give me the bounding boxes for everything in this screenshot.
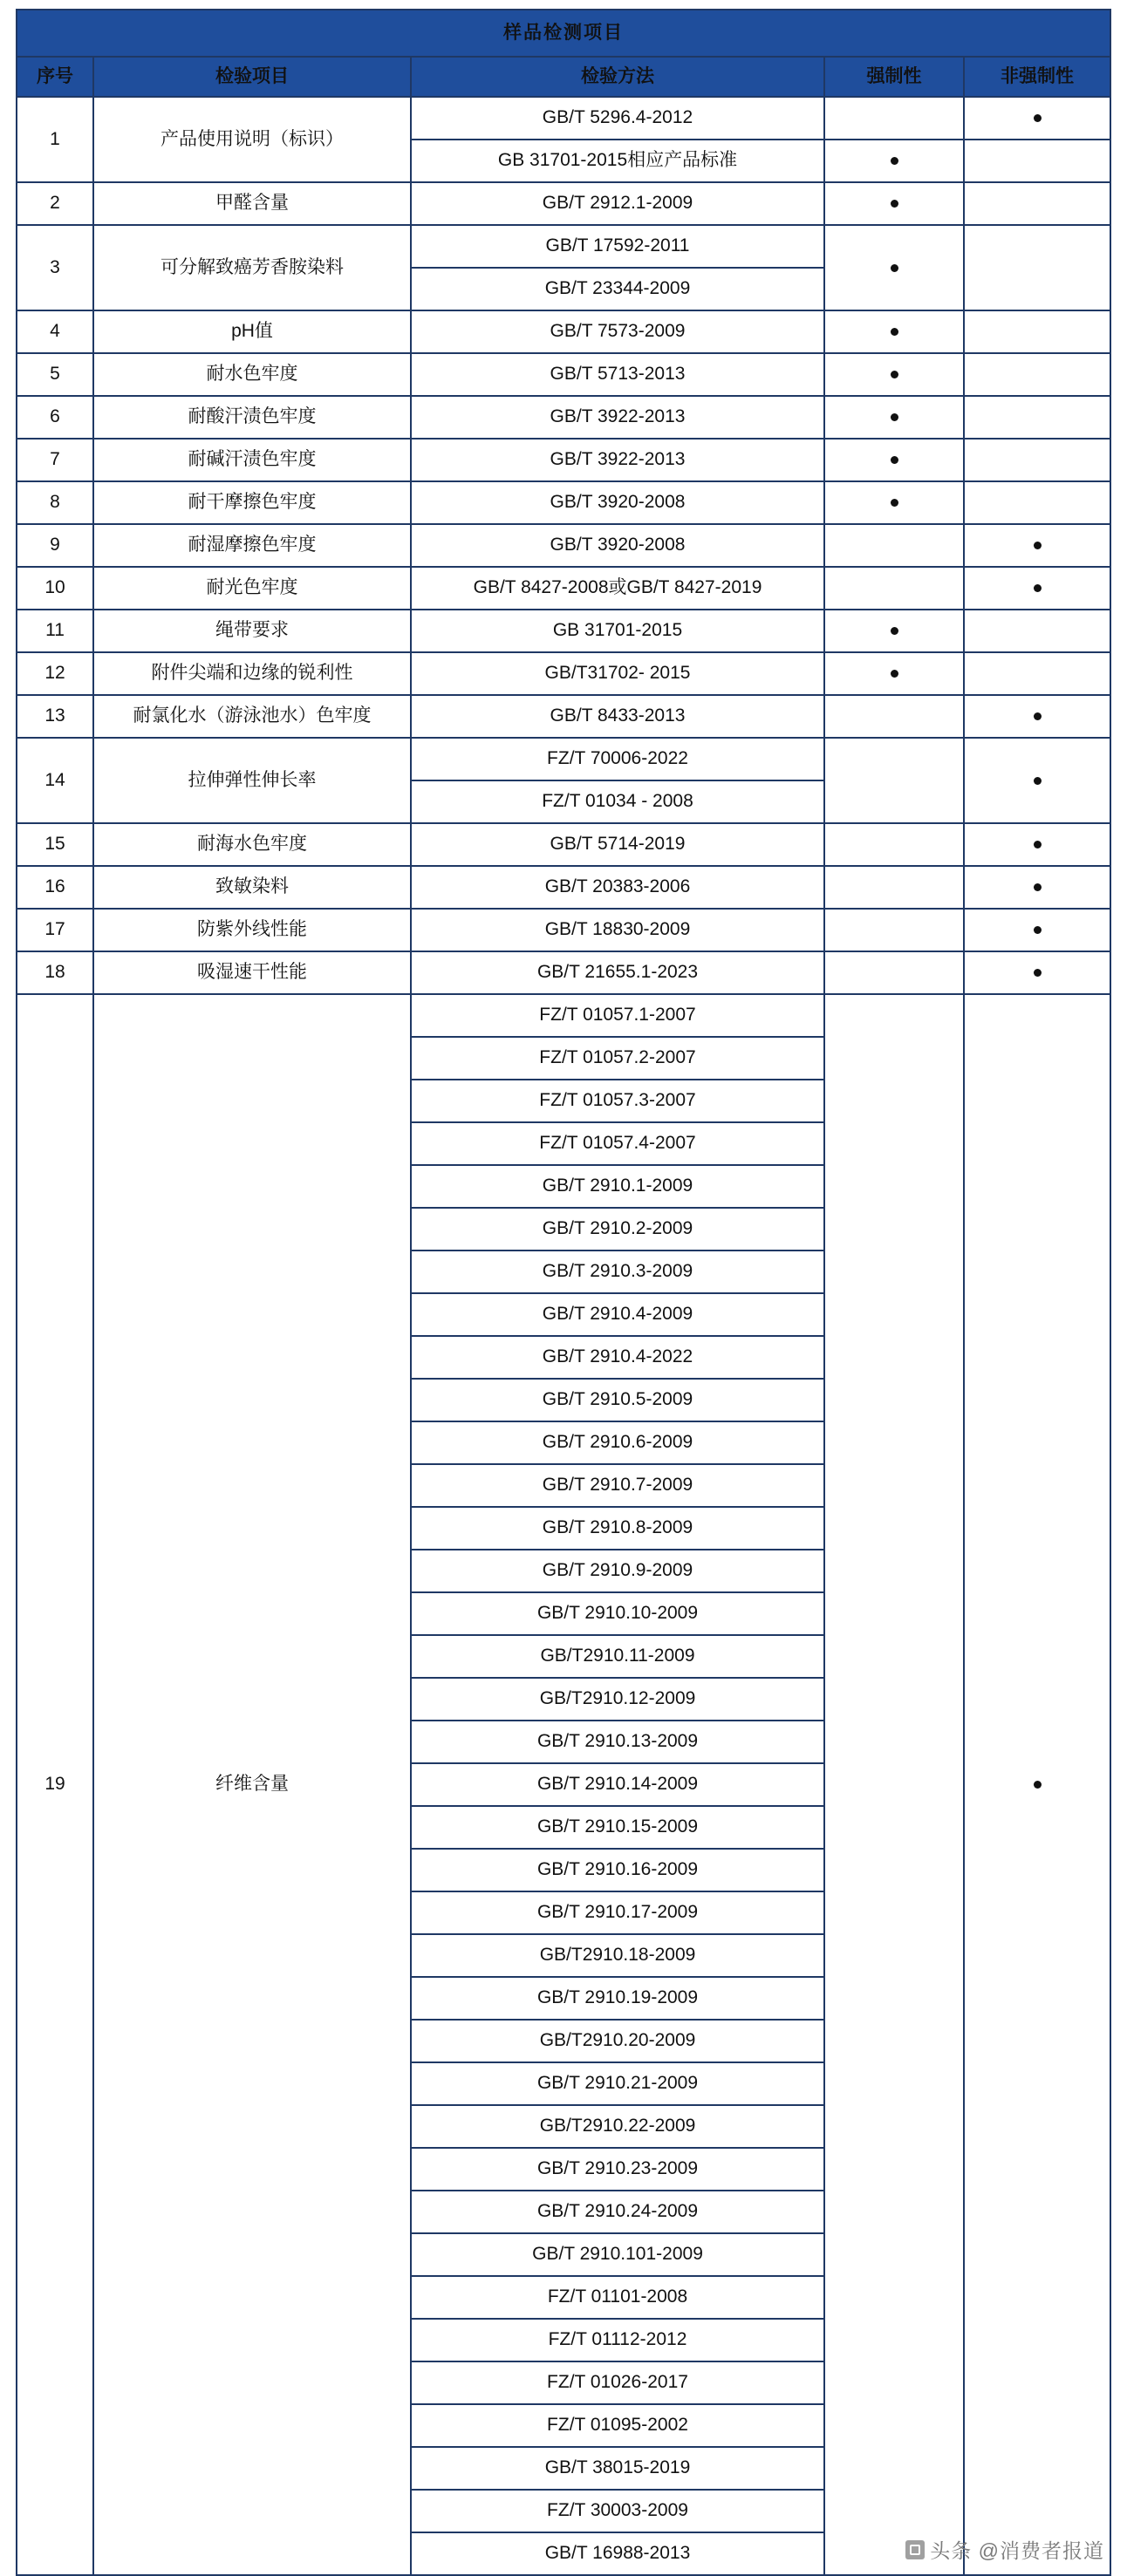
mark-dot-icon xyxy=(1034,542,1042,549)
mark-dot-icon xyxy=(891,627,898,635)
row-item-name: pH值 xyxy=(93,310,411,353)
column-header-non-mandatory: 非强制性 xyxy=(964,57,1110,97)
row-test-method: FZ/T 01057.1-2007 xyxy=(411,994,824,1037)
row-test-method: FZ/T 30003-2009 xyxy=(411,2490,824,2532)
row-test-method: GB/T 2910.3-2009 xyxy=(411,1251,824,1293)
toutiao-logo-icon xyxy=(905,2540,925,2559)
mandatory-mark xyxy=(824,994,964,2575)
row-number: 13 xyxy=(17,695,93,738)
mandatory-mark xyxy=(824,567,964,610)
row-test-method: GB/T 7573-2009 xyxy=(411,310,824,353)
mark-dot-icon xyxy=(891,157,898,165)
mandatory-mark xyxy=(824,866,964,909)
table-row xyxy=(17,738,1110,780)
row-item-name: 甲醛含量 xyxy=(93,182,411,225)
row-item-name: 耐氯化水（游泳池水）色牢度 xyxy=(93,695,411,738)
non-mandatory-mark xyxy=(964,310,1110,353)
row-test-method: GB/T2910.20-2009 xyxy=(411,2020,824,2062)
non-mandatory-mark xyxy=(964,225,1110,310)
row-test-method: GB/T2910.12-2009 xyxy=(411,1678,824,1721)
non-mandatory-mark xyxy=(964,567,1110,610)
row-number: 15 xyxy=(17,823,93,866)
row-test-method: GB/T 38015-2019 xyxy=(411,2447,824,2490)
table-row xyxy=(17,695,1110,738)
non-mandatory-mark xyxy=(964,866,1110,909)
row-number: 14 xyxy=(17,738,93,823)
row-test-method: FZ/T 01112-2012 xyxy=(411,2319,824,2361)
row-test-method: GB/T 2910.19-2009 xyxy=(411,1977,824,2020)
row-test-method: GB/T 8427-2008或GB/T 8427-2019 xyxy=(411,567,824,610)
table-row xyxy=(17,652,1110,695)
mandatory-mark xyxy=(824,481,964,524)
table-row xyxy=(17,225,1110,268)
mandatory-mark xyxy=(824,396,964,439)
row-test-method: FZ/T 01057.2-2007 xyxy=(411,1037,824,1080)
non-mandatory-mark xyxy=(964,97,1110,140)
row-test-method: GB/T2910.11-2009 xyxy=(411,1635,824,1678)
row-test-method: GB/T 2910.23-2009 xyxy=(411,2148,824,2191)
row-item-name: 拉伸弹性伸长率 xyxy=(93,738,411,823)
row-test-method: GB/T 21655.1-2023 xyxy=(411,951,824,994)
non-mandatory-mark xyxy=(964,652,1110,695)
row-number: 9 xyxy=(17,524,93,567)
table-row xyxy=(17,182,1110,225)
row-number: 10 xyxy=(17,567,93,610)
row-test-method: FZ/T 01057.4-2007 xyxy=(411,1122,824,1165)
row-test-method: GB/T31702- 2015 xyxy=(411,652,824,695)
row-test-method: GB/T 2910.24-2009 xyxy=(411,2191,824,2233)
mandatory-mark xyxy=(824,524,964,567)
row-number: 3 xyxy=(17,225,93,310)
mandatory-mark xyxy=(824,610,964,652)
mark-dot-icon xyxy=(891,499,898,507)
table-row xyxy=(17,567,1110,610)
mark-dot-icon xyxy=(1034,1781,1042,1789)
row-test-method: GB/T 18830-2009 xyxy=(411,909,824,951)
non-mandatory-mark xyxy=(964,994,1110,2575)
non-mandatory-mark xyxy=(964,353,1110,396)
mandatory-mark xyxy=(824,909,964,951)
row-item-name: 耐水色牢度 xyxy=(93,353,411,396)
column-header-item: 检验项目 xyxy=(93,57,411,97)
row-number: 11 xyxy=(17,610,93,652)
mark-dot-icon xyxy=(891,200,898,208)
row-test-method: GB/T 2910.17-2009 xyxy=(411,1891,824,1934)
mandatory-mark xyxy=(824,353,964,396)
column-header-no: 序号 xyxy=(17,57,93,97)
row-test-method: GB/T 3922-2013 xyxy=(411,396,824,439)
row-number: 8 xyxy=(17,481,93,524)
non-mandatory-mark xyxy=(964,140,1110,182)
row-test-method: GB/T 2910.15-2009 xyxy=(411,1806,824,1849)
non-mandatory-mark xyxy=(964,695,1110,738)
table-header-row xyxy=(17,57,1110,97)
row-item-name: 附件尖端和边缘的锐利性 xyxy=(93,652,411,695)
watermark-text: 头条 @消费者报道 xyxy=(930,2539,1104,2562)
mandatory-mark xyxy=(824,439,964,481)
row-test-method: GB/T 23344-2009 xyxy=(411,268,824,310)
row-test-method: FZ/T 70006-2022 xyxy=(411,738,824,780)
row-test-method: GB/T 3920-2008 xyxy=(411,524,824,567)
row-number: 1 xyxy=(17,97,93,182)
row-test-method: GB/T 2910.101-2009 xyxy=(411,2233,824,2276)
sample-test-items-table xyxy=(16,9,1111,2576)
table-row xyxy=(17,909,1110,951)
row-item-name: 耐海水色牢度 xyxy=(93,823,411,866)
row-number: 18 xyxy=(17,951,93,994)
mandatory-mark xyxy=(824,652,964,695)
row-test-method: GB/T2910.22-2009 xyxy=(411,2105,824,2148)
mark-dot-icon xyxy=(891,328,898,336)
mark-dot-icon xyxy=(1034,584,1042,592)
mark-dot-icon xyxy=(1034,926,1042,934)
row-item-name: 耐干摩擦色牢度 xyxy=(93,481,411,524)
row-test-method: FZ/T 01057.3-2007 xyxy=(411,1080,824,1122)
non-mandatory-mark xyxy=(964,481,1110,524)
table-row xyxy=(17,396,1110,439)
row-test-method: GB/T 17592-2011 xyxy=(411,225,824,268)
mandatory-mark xyxy=(824,182,964,225)
table-title: 样品检测项目 xyxy=(17,10,1110,57)
mandatory-mark xyxy=(824,823,964,866)
non-mandatory-mark xyxy=(964,439,1110,481)
row-item-name: 产品使用说明（标识） xyxy=(93,97,411,182)
mark-dot-icon xyxy=(1034,777,1042,785)
non-mandatory-mark xyxy=(964,951,1110,994)
table-row xyxy=(17,951,1110,994)
row-item-name: 致敏染料 xyxy=(93,866,411,909)
row-item-name: 耐碱汗渍色牢度 xyxy=(93,439,411,481)
row-number: 16 xyxy=(17,866,93,909)
table-row xyxy=(17,353,1110,396)
mark-dot-icon xyxy=(891,264,898,272)
mandatory-mark xyxy=(824,310,964,353)
row-item-name: 纤维含量 xyxy=(93,994,411,2575)
table-row xyxy=(17,310,1110,353)
mandatory-mark xyxy=(824,951,964,994)
row-test-method: GB/T 2910.16-2009 xyxy=(411,1849,824,1891)
table-row xyxy=(17,994,1110,1037)
row-item-name: 绳带要求 xyxy=(93,610,411,652)
row-test-method: GB/T 2910.9-2009 xyxy=(411,1550,824,1592)
row-number: 5 xyxy=(17,353,93,396)
row-test-method: GB/T 2910.1-2009 xyxy=(411,1165,824,1208)
mark-dot-icon xyxy=(1034,969,1042,977)
row-test-method: GB/T 2910.4-2022 xyxy=(411,1336,824,1379)
column-header-method: 检验方法 xyxy=(411,57,824,97)
row-test-method: GB 31701-2015 xyxy=(411,610,824,652)
row-test-method: GB/T 2910.4-2009 xyxy=(411,1293,824,1336)
table-row xyxy=(17,610,1110,652)
table-row xyxy=(17,866,1110,909)
table-title-row xyxy=(17,10,1110,57)
mandatory-mark xyxy=(824,738,964,823)
row-test-method: GB/T 2910.14-2009 xyxy=(411,1763,824,1806)
non-mandatory-mark xyxy=(964,182,1110,225)
mark-dot-icon xyxy=(891,670,898,678)
mandatory-mark xyxy=(824,225,964,310)
mark-dot-icon xyxy=(1034,712,1042,720)
row-item-name: 耐光色牢度 xyxy=(93,567,411,610)
row-item-name: 耐酸汗渍色牢度 xyxy=(93,396,411,439)
watermark xyxy=(905,2535,1104,2564)
table-row xyxy=(17,524,1110,567)
mark-dot-icon xyxy=(1034,114,1042,122)
row-test-method: GB/T 8433-2013 xyxy=(411,695,824,738)
row-number: 19 xyxy=(17,994,93,2575)
table-row xyxy=(17,823,1110,866)
mark-dot-icon xyxy=(891,413,898,421)
row-test-method: GB/T 5714-2019 xyxy=(411,823,824,866)
row-test-method: GB/T 2910.21-2009 xyxy=(411,2062,824,2105)
table-row xyxy=(17,97,1110,140)
row-test-method: GB/T 2910.8-2009 xyxy=(411,1507,824,1550)
row-test-method: GB/T 5296.4-2012 xyxy=(411,97,824,140)
row-test-method: GB/T 5713-2013 xyxy=(411,353,824,396)
row-test-method: GB/T 2910.2-2009 xyxy=(411,1208,824,1251)
row-test-method: GB/T 2910.7-2009 xyxy=(411,1464,824,1507)
row-number: 4 xyxy=(17,310,93,353)
row-number: 6 xyxy=(17,396,93,439)
non-mandatory-mark xyxy=(964,610,1110,652)
mark-dot-icon xyxy=(891,456,898,464)
row-item-name: 耐湿摩擦色牢度 xyxy=(93,524,411,567)
row-test-method: GB/T 2912.1-2009 xyxy=(411,182,824,225)
mark-dot-icon xyxy=(891,371,898,378)
row-test-method: GB/T 2910.13-2009 xyxy=(411,1721,824,1763)
row-test-method: FZ/T 01101-2008 xyxy=(411,2276,824,2319)
row-test-method: GB/T 2910.5-2009 xyxy=(411,1379,824,1421)
non-mandatory-mark xyxy=(964,524,1110,567)
row-test-method: GB/T 20383-2006 xyxy=(411,866,824,909)
row-test-method: GB/T 2910.10-2009 xyxy=(411,1592,824,1635)
row-item-name: 可分解致癌芳香胺染料 xyxy=(93,225,411,310)
row-test-method: GB 31701-2015相应产品标准 xyxy=(411,140,824,182)
mark-dot-icon xyxy=(1034,841,1042,848)
row-test-method: GB/T2910.18-2009 xyxy=(411,1934,824,1977)
row-item-name: 防紫外线性能 xyxy=(93,909,411,951)
non-mandatory-mark xyxy=(964,738,1110,823)
non-mandatory-mark xyxy=(964,396,1110,439)
non-mandatory-mark xyxy=(964,823,1110,866)
row-test-method: GB/T 3922-2013 xyxy=(411,439,824,481)
non-mandatory-mark xyxy=(964,909,1110,951)
table-row xyxy=(17,481,1110,524)
row-test-method: GB/T 2910.6-2009 xyxy=(411,1421,824,1464)
row-test-method: FZ/T 01034 - 2008 xyxy=(411,780,824,823)
row-number: 17 xyxy=(17,909,93,951)
mandatory-mark xyxy=(824,97,964,140)
column-header-mandatory: 强制性 xyxy=(824,57,964,97)
row-test-method: FZ/T 01026-2017 xyxy=(411,2361,824,2404)
mandatory-mark xyxy=(824,695,964,738)
table-row xyxy=(17,439,1110,481)
row-test-method: GB/T 3920-2008 xyxy=(411,481,824,524)
row-number: 7 xyxy=(17,439,93,481)
mark-dot-icon xyxy=(1034,883,1042,891)
mandatory-mark xyxy=(824,140,964,182)
row-test-method: FZ/T 01095-2002 xyxy=(411,2404,824,2447)
row-number: 2 xyxy=(17,182,93,225)
row-test-method: GB/T 16988-2013 xyxy=(411,2532,824,2575)
row-item-name: 吸湿速干性能 xyxy=(93,951,411,994)
row-number: 12 xyxy=(17,652,93,695)
